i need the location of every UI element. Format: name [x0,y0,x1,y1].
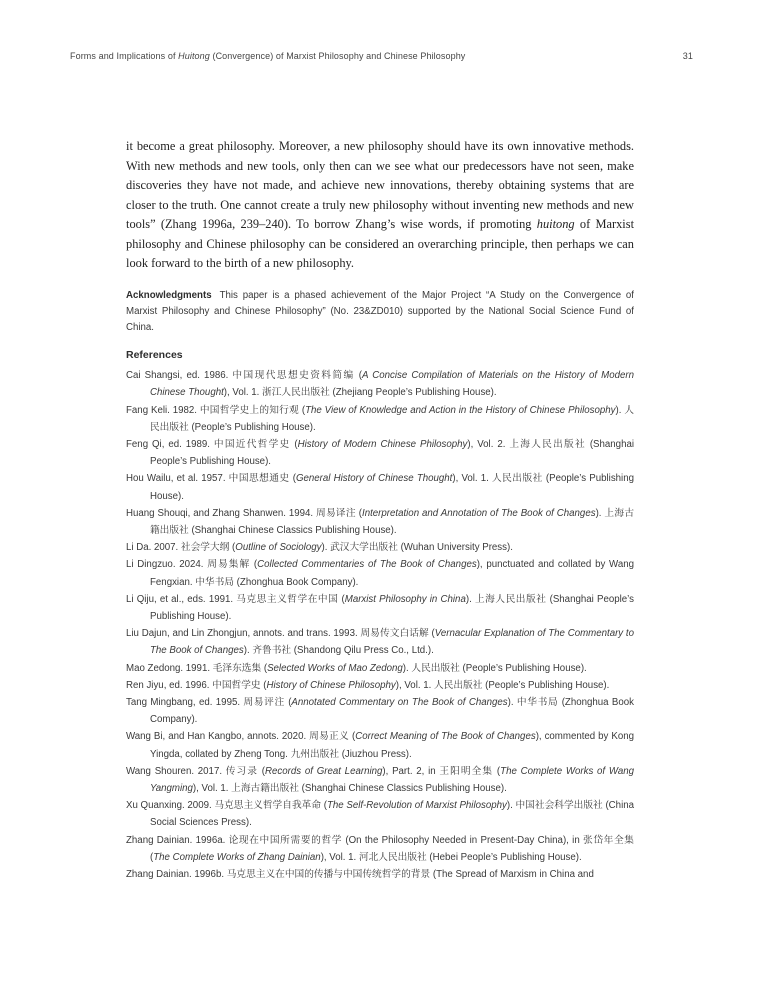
text-segment: Tang Mingbang, ed. 1995. 周易评注 ( [126,696,292,708]
page-number: 31 [682,51,693,61]
reference-entry [126,763,634,797]
reference-entry [126,694,634,728]
italic-text-segment: A Concise Compilation of Materials on the History of Modern Chinese Thought [150,370,634,399]
text-segment: ), Part. 2, in 王阳明全集 ( [382,765,501,777]
text-segment: ). 上海古籍出版社 (Shanghai Chinese Classics Publishing House). [150,507,635,536]
reference-entry [126,660,634,677]
text-segment: Huang Shouqi, and Zhang Shanwen. 1994. 周易译注 ( [126,507,362,519]
text-segment: ), Vol. 1. 上海古籍出版社 (Shanghai Chinese Classics Publishing House). [192,782,507,794]
reference-entry [126,367,634,401]
italic-text-segment: Correct Meaning of The Book of Changes [355,731,536,743]
reference-entry [126,505,634,539]
body-paragraph [126,137,634,274]
reference-entry [126,436,634,470]
text-segment: Zhang Dainian. 1996a. 论现在中国所需要的哲学 (On the Philosophy Needed in Present-Day China), in 张岱年全集 ( [126,834,634,863]
text-segment: ). 武汉大学出版社 (Wuhan University Press). [321,542,513,554]
running-header-title [70,51,465,61]
italic-text-segment: History of Chinese Philosophy [266,679,396,691]
reference-entry [126,728,634,762]
acknowledgments-label: Acknowledgments [126,289,212,301]
reference-entry [126,591,634,625]
italic-text-segment: The Self-Revolution of Marxist Philosophy [326,800,507,812]
text-segment: of Marxist philosophy and Chinese philosophy can be considered an overarching principle, then perhaps we can look forward to the birth of a new philosophy. [126,217,635,270]
italic-text-segment: Annotated Commentary on The Book of Changes [291,696,508,708]
text-segment: ), Vol. 1. 浙江人民出版社 (Zhejiang People’s Publishing House). [223,387,497,399]
page-content [126,137,634,883]
text-segment: (Convergence) of Marxist Philosophy and Chinese Philosophy [209,51,466,61]
italic-text-segment: History of Modern Chinese Philosophy [297,438,468,450]
reference-entry [126,797,634,831]
reference-entry [126,625,634,659]
italic-text-segment: Marxist Philosophy in China [344,593,466,605]
text-segment: ). 中国社会科学出版社 (China Social Sciences Press). [150,800,634,829]
text-segment: ), Vol. 1. 人民出版社 (People’s Publishing House). [150,473,634,502]
text-segment: Mao Zedong. 1991. 毛泽东选集 ( [126,662,268,674]
text-segment: Hou Wailu, et al. 1957. 中国思想通史 ( [126,473,296,485]
references-heading: References [126,349,183,362]
text-segment: Li Da. 2007. 社会学大纲 ( [126,542,236,554]
reference-entry [126,470,634,504]
text-segment: ). 上海人民出版社 (Shanghai People’s Publishing House). [150,593,634,622]
text-segment: ). 人民出版社 (People’s Publishing House). [150,404,635,433]
italic-text-segment: The View of Knowledge and Action in the History of Chinese Philosophy [305,404,616,416]
references-list [126,367,634,883]
text-segment: ). 人民出版社 (People’s Publishing House). [402,662,587,674]
reference-entry [126,866,634,883]
text-segment: Cai Shangsi, ed. 1986. 中国现代思想史资料简编 ( [126,370,362,382]
text-segment: ). 齐鲁书社 (Shandong Qilu Press Co., Ltd.). [243,645,434,657]
text-segment: Fang Keli. 1982. 中国哲学史上的知行观 ( [126,404,306,416]
text-segment: Xu Quanxing. 2009. 马克思主义哲学自我革命 ( [126,800,327,812]
italic-text-segment: huitong [536,217,575,231]
text-segment: Feng Qi, ed. 1989. 中国近代哲学史 ( [126,438,298,450]
italic-text-segment: Huitong [178,51,210,61]
reference-entry [126,402,634,436]
reference-entry [126,556,634,590]
text-segment: ). 中华书局 (Zhonghua Book Company). [150,696,634,726]
acknowledgments-text: This paper is a phased achievement of the Major Project “A Study on the Convergence of Marxist Philosophy and Chinese Philosophy” (No. 23&ZD010) supported by the National Social Science Fund of China. [126,289,634,333]
italic-text-segment: Records of Great Learning [265,765,383,777]
text-segment: Forms and Implications of [70,51,179,61]
reference-entry [126,677,634,694]
text-segment: ), commented by Kong Yingda, collated by Zheng Tong. 九州出版社 (Jiuzhou Press). [150,731,634,760]
text-segment: Wang Shouren. 2017. 传习录 ( [126,765,266,777]
text-segment: it become a great philosophy. Moreover, a new philosophy should have its own innovative methods. With new methods and new tools, only then can we see what our predecessors have not seen, make discoveries they have not made, and achieve new innovations, thereby obtaining systems that are closer to the truth. One cannot create a truly new philosophy without inventing new methods and new tools” (Zhang 1996a, 239–240). To borrow Zhang’s wise words, if promoting [126,139,634,231]
italic-text-segment: Collected Commentaries of The Book of Changes [257,559,477,571]
text-segment: Li Qiju, et al., eds. 1991. 马克思主义哲学在中国 ( [126,593,345,605]
reference-entry [126,832,634,866]
italic-text-segment: Interpretation and Annotation of The Book of Changes [362,507,596,519]
text-segment: ), Vol. 2. 上海人民出版社 (Shanghai People’s Publishing House). [150,438,634,468]
text-segment: Ren Jiyu, ed. 1996. 中国哲学史 ( [126,679,267,691]
text-segment: ), Vol. 1. 河北人民出版社 (Hebei People’s Publishing House). [320,851,582,863]
text-segment: ), Vol. 1. 人民出版社 (People’s Publishing House). [395,679,610,691]
italic-text-segment: Outline of Sociology [235,542,322,554]
text-segment: Liu Dajun, and Lin Zhongjun, annots. and trans. 1993. 周易传文白话解 ( [126,628,435,640]
italic-text-segment: Vernacular Explanation of The Commentary to The Book of Changes [150,628,634,657]
italic-text-segment: Selected Works of Mao Zedong [267,662,403,674]
text-segment: Wang Bi, and Han Kangbo, annots. 2020. 周易正义 ( [126,731,356,743]
text-segment: ), punctuated and collated by Wang Fengxian. 中华书局 (Zhonghua Book Company). [150,559,634,588]
reference-entry [126,539,634,556]
acknowledgments [126,288,634,337]
text-segment: Li Dingzuo. 2024. 周易集解 ( [126,559,258,571]
italic-text-segment: The Complete Works of Wang Yangming [150,765,635,794]
text-segment: Zhang Dainian. 1996b. 马克思主义在中国的传播与中国传统哲学的背景 (The Spread of Marxism in China and [126,869,594,880]
italic-text-segment: The Complete Works of Zhang Dainian [153,851,321,863]
running-header [70,51,693,61]
italic-text-segment: General History of Chinese Thought [295,473,453,485]
